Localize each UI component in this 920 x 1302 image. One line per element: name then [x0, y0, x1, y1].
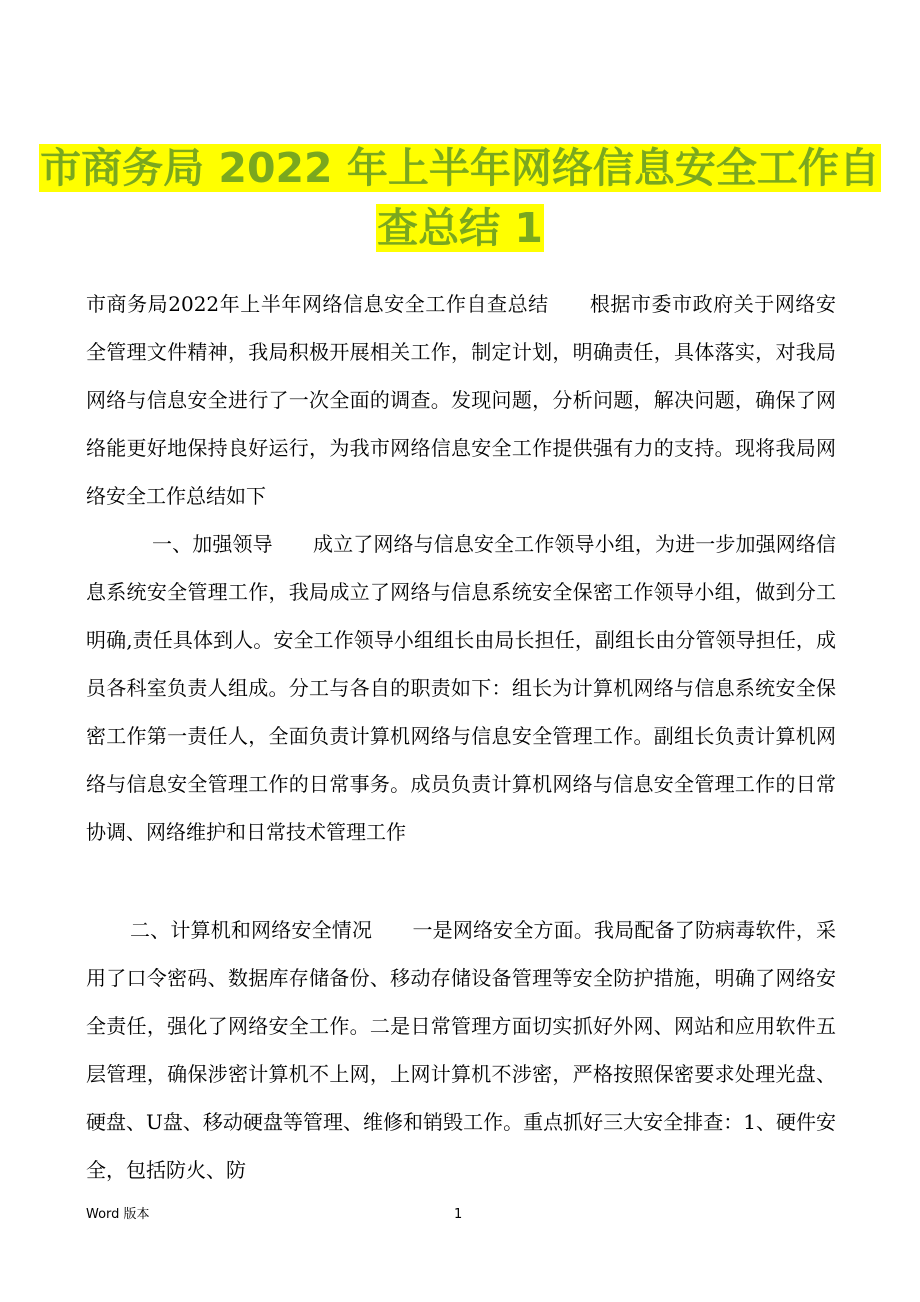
paragraph-section-one-text: 一、加强领导 成立了网络与信息安全工作领导小组，为进一步加强网络信息系统安全管理工作，我局成立了网络与信息系统安全保密工作领导小组，做到分工明确,责任具体到人。安全工作领导小组组长由局长担任，副组长由分管领导担任，成员各科室负责人组成。分工与各自的职责如下：组长为计算机网络与信息系统安全保密工作第一责任人，全面负责计算机网络与信息安全管理工作。副组长负责计算机网络与信息安全管理工作的日常事务。成员负责计算机网络与信息安全管理工作的日常协调、网络维护和日常技术管理工作: [86, 532, 836, 844]
paragraph-intro-text: 市商务局2022年上半年网络信息安全工作自查总结 根据市委市政府关于网络安全管理文件精神，我局积极开展相关工作，制定计划，明确责任，具体落实，对我局网络与信息安全进行了一次全面的调查。发现问题，分析问题，解决问题，确保了网络能更好地保持良好运行，为我市网络信息安全工作提供强有力的支持。现将我局网络安全工作总结如下: [86, 292, 836, 508]
paragraph-section-one: [86, 520, 836, 856]
footer-page-number: 1: [454, 1207, 463, 1222]
document-title-line-2: [0, 200, 920, 256]
paragraph-intro: [86, 280, 836, 520]
document-title-text-2: 查总结 1: [377, 204, 543, 252]
document-title-text-1: 市商务局 2022 年上半年网络信息安全工作自: [40, 144, 880, 192]
footer-version-label: Word 版本: [86, 1207, 150, 1222]
document-title-line-1: [0, 140, 920, 196]
paragraph-section-two: [86, 906, 836, 1194]
paragraph-section-two-text: 二、计算机和网络安全情况 一是网络安全方面。我局配备了防病毒软件，采用了口令密码、数据库存储备份、移动存储设备管理等安全防护措施，明确了网络安全责任，强化了网络安全工作。二是日常管理方面切实抓好外网、网站和应用软件五层管理，确保涉密计算机不上网，上网计算机不涉密，严格按照保密要求处理光盘、硬盘、U盘、移动硬盘等管理、维修和销毁工作。重点抓好三大安全排查：1、硬件安全，包括防火、防: [86, 918, 836, 1182]
